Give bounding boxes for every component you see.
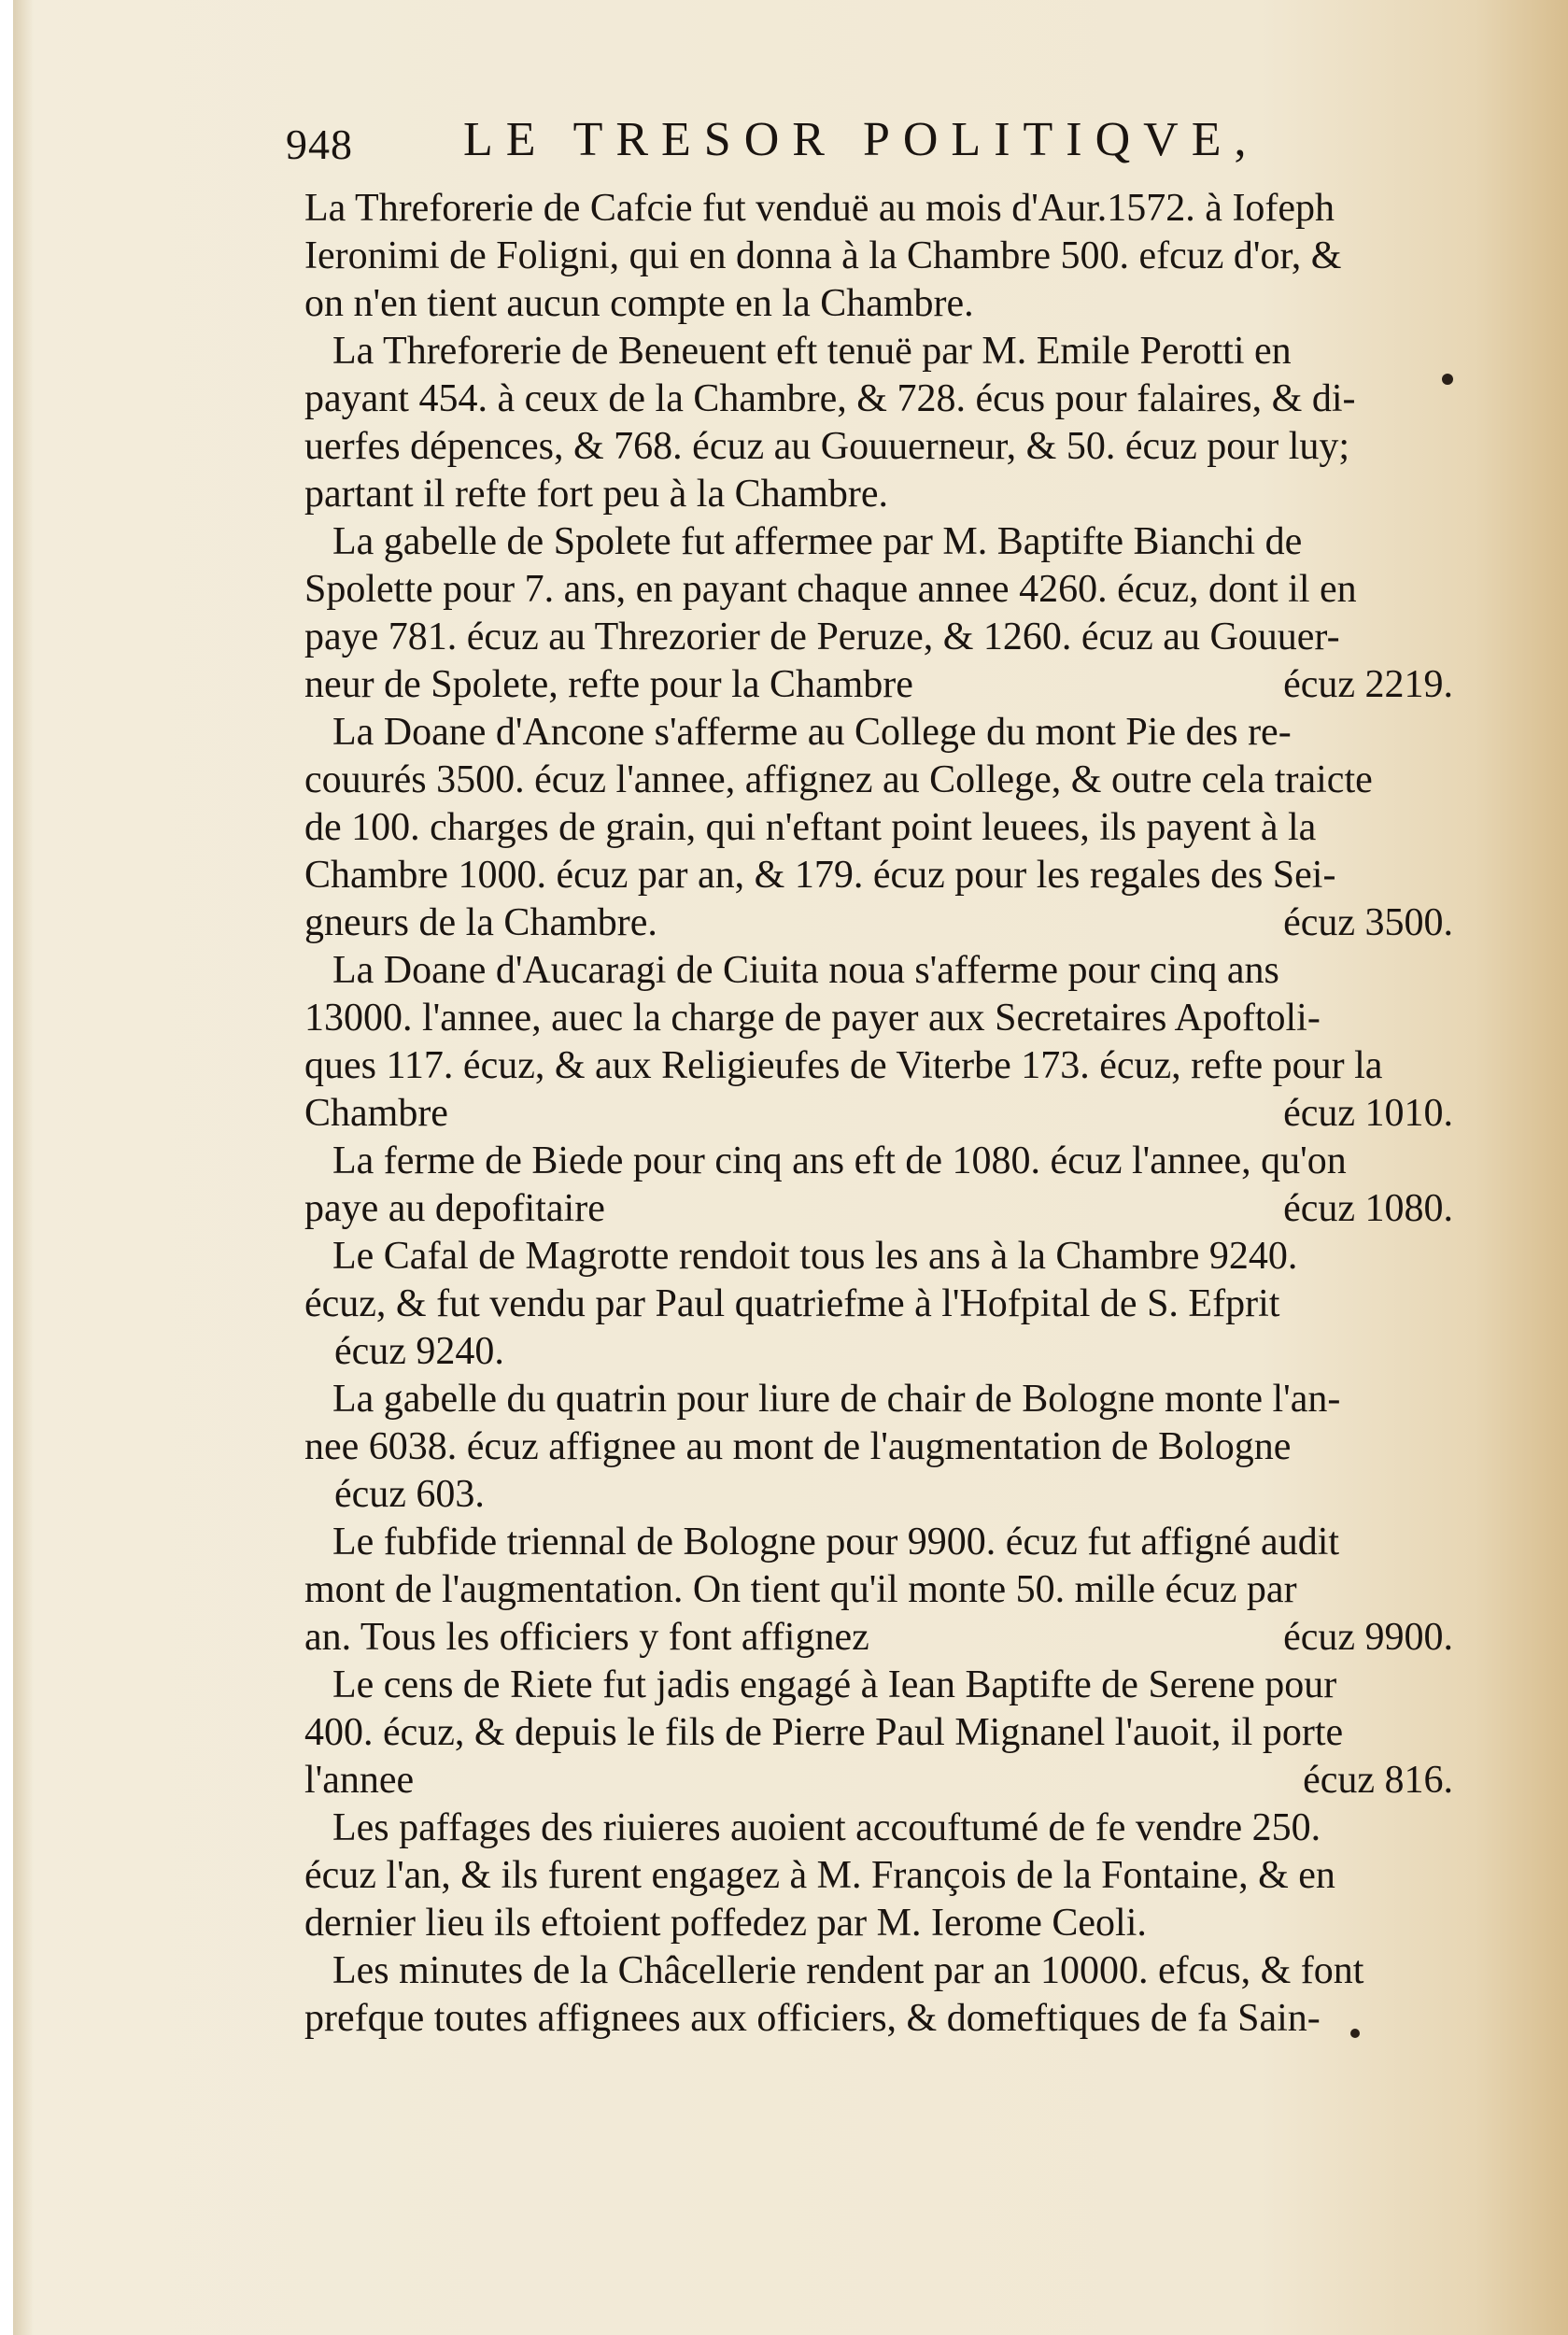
line-text: gneurs de la Chambre.: [304, 901, 657, 944]
text-line: [304, 566, 1453, 614]
line-text: Chambre: [304, 1092, 448, 1135]
ink-spot: [1350, 2029, 1360, 2038]
text-line: [304, 1852, 1453, 1900]
line-text: Le cens de Riete fut jadis engagé à Iean Baptifte de Serene pour: [332, 1663, 1337, 1706]
line-text: La Threforerie de Cafcie fut venduë au mois d'Aur.1572. à Iofeph: [304, 187, 1335, 230]
line-text: an. Tous les officiers y font affignez: [304, 1616, 869, 1659]
line-text: La Doane d'Ancone s'afferme au College du mont Pie des re-: [332, 711, 1292, 754]
text-line: [304, 1328, 1453, 1376]
text-line: [304, 1281, 1453, 1328]
line-text: dernier lieu ils eftoient poffedez par M. Ierome Ceoli.: [304, 1902, 1147, 1945]
text-line: [304, 661, 1453, 709]
text-line: [304, 804, 1453, 852]
line-text: 400. écuz, & depuis le fils de Pierre Paul Mignanel l'auoit, il porte: [304, 1711, 1344, 1754]
text-line: [304, 233, 1453, 280]
line-amount: écuz 1080.: [1283, 1187, 1453, 1230]
line-text: Le Cafal de Magrotte rendoit tous les ans à la Chambre 9240.: [332, 1235, 1298, 1278]
line-text: écuz, & fut vendu par Paul quatriefme à l'Hofpital de S. Efprit: [304, 1282, 1280, 1325]
book-page: [13, 0, 1568, 2335]
text-line: [304, 1233, 1453, 1281]
running-title: LE TRESOR POLITIQVE,: [463, 113, 1260, 166]
text-line: [304, 1709, 1453, 1757]
line-text: écuz 603.: [334, 1473, 485, 1516]
line-text: nee 6038. écuz affignee au mont de l'augmentation de Bologne: [304, 1425, 1292, 1468]
text-line: [304, 995, 1453, 1042]
line-text: écuz l'an, & ils furent engagez à M. François de la Fontaine, & en: [304, 1854, 1335, 1897]
line-text: La gabelle de Spolete fut affermee par M. Baptifte Bianchi de: [332, 520, 1303, 563]
text-line: [304, 852, 1453, 899]
text-line: [304, 1614, 1453, 1662]
line-text: 13000. l'annee, auec la charge de payer aux Secretaires Apoftoli-: [304, 997, 1321, 1040]
text-line: [304, 1566, 1453, 1614]
text-line: [304, 709, 1453, 757]
line-amount: écuz 9900.: [1283, 1616, 1453, 1659]
text-line: [304, 185, 1453, 233]
text-line: [304, 423, 1453, 471]
text-line: [304, 1376, 1453, 1423]
line-text: paye au depofitaire: [304, 1187, 605, 1230]
text-line: [304, 280, 1453, 328]
line-text: paye 781. écuz au Threzorier de Peruze, & 1260. écuz au Gouuer-: [304, 616, 1340, 658]
line-text: La Doane d'Aucaragi de Ciuita noua s'afferme pour cinq ans: [332, 949, 1279, 992]
text-line: [304, 375, 1453, 423]
line-text: écuz 9240.: [334, 1330, 504, 1373]
line-text: La gabelle du quatrin pour liure de chair de Bologne monte l'an-: [332, 1378, 1341, 1421]
text-line: [304, 947, 1453, 995]
page-gutter-shadow: [13, 0, 34, 2335]
text-line: [304, 471, 1453, 518]
line-text: mont de l'augmentation. On tient qu'il monte 50. mille écuz par: [304, 1568, 1297, 1611]
line-text: partant il refte fort peu à la Chambre.: [304, 473, 889, 516]
text-line: [304, 1090, 1453, 1138]
ink-spot: [1442, 374, 1453, 385]
line-amount: écuz 816.: [1303, 1759, 1453, 1802]
text-line: [304, 1519, 1453, 1566]
line-text: uerfes dépences, & 768. écuz au Gouuerneur, & 50. écuz pour luy;: [304, 425, 1350, 468]
text-line: [304, 1042, 1453, 1090]
text-line: [304, 328, 1453, 375]
body-text: [304, 185, 1453, 2043]
line-text: de 100. charges de grain, qui n'eftant point leuees, ils payent à la: [304, 806, 1317, 849]
text-line: [304, 1757, 1453, 1804]
text-line: [304, 899, 1453, 947]
line-text: La Threforerie de Beneuent eft tenuë par M. Emile Perotti en: [332, 330, 1292, 373]
line-text: Le fubfide triennal de Bologne pour 9900. écuz fut affigné audit: [332, 1521, 1340, 1564]
text-line: [304, 1423, 1453, 1471]
line-text: neur de Spolete, refte pour la Chambre: [304, 663, 913, 706]
text-line: [304, 614, 1453, 661]
line-text: l'annee: [304, 1759, 415, 1802]
line-amount: écuz 3500.: [1283, 901, 1453, 944]
text-line: [304, 518, 1453, 566]
line-text: Spolette pour 7. ans, en payant chaque annee 4260. écuz, dont il en: [304, 568, 1357, 611]
line-text: Chambre 1000. écuz par an, & 179. écuz pour les regales des Sei-: [304, 854, 1336, 897]
text-line: [304, 757, 1453, 804]
page-number: 948: [286, 120, 353, 168]
text-line: [304, 1138, 1453, 1185]
line-text: Ieronimi de Foligni, qui en donna à la Chambre 500. efcuz d'or, &: [304, 234, 1342, 277]
line-text: couurés 3500. écuz l'annee, affignez au College, & outre cela traicte: [304, 758, 1373, 801]
line-amount: écuz 1010.: [1283, 1092, 1453, 1135]
line-text: payant 454. à ceux de la Chambre, & 728. écus pour falaires, & di-: [304, 377, 1356, 420]
text-line: [304, 1185, 1453, 1233]
line-text: Les paffages des riuieres auoient accouftumé de fe vendre 250.: [332, 1806, 1321, 1849]
text-line: [304, 1900, 1453, 1947]
text-line: [304, 1804, 1453, 1852]
text-line: [304, 1662, 1453, 1709]
line-amount: écuz 2219.: [1283, 663, 1453, 706]
text-line: [304, 1947, 1453, 1995]
text-line: [304, 1471, 1453, 1519]
line-text: ques 117. écuz, & aux Religieufes de Viterbe 173. écuz, refte pour la: [304, 1044, 1383, 1087]
line-text: Les minutes de la Châcellerie rendent par an 10000. efcus, & font: [332, 1949, 1364, 1992]
page-header: [286, 112, 1276, 177]
line-text: on n'en tient aucun compte en la Chambre.: [304, 282, 974, 325]
line-text: La ferme de Biede pour cinq ans eft de 1080. écuz l'annee, qu'on: [332, 1139, 1347, 1182]
text-line: [304, 1995, 1453, 2043]
line-text: prefque toutes affignees aux officiers, & domeftiques de fa Sain-: [304, 1997, 1321, 2040]
